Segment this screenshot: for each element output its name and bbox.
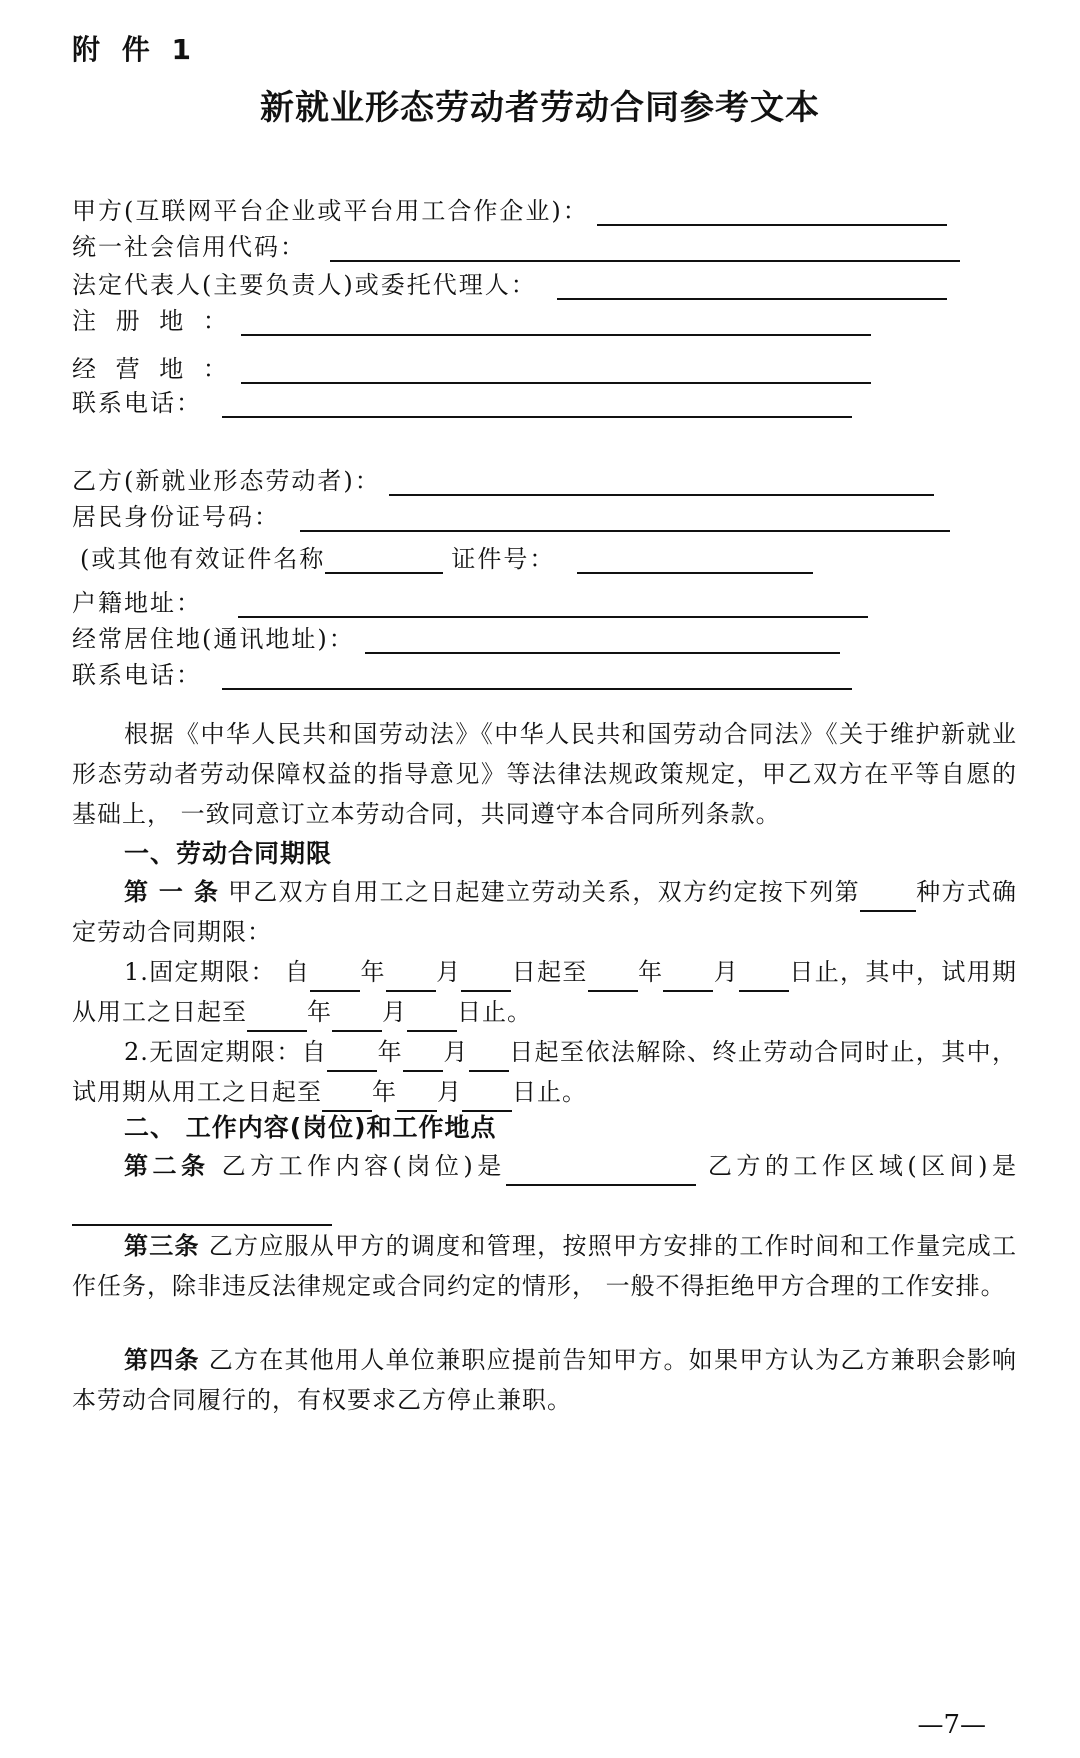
end-label: 日止。	[457, 998, 532, 1026]
article-3-title: 第三条	[124, 1232, 200, 1260]
month-label: 月	[435, 958, 462, 986]
party-a-phone-label: 联系电话：	[72, 389, 202, 417]
other-id-number-field[interactable]	[577, 546, 813, 574]
id-number-field[interactable]	[300, 504, 950, 532]
article-3-text: 乙方应服从甲方的调度和管理，按照甲方安排的工作时间和工作量完成工作任务，除非违反法律规定或合同约定的情形， 一般不得拒绝甲方合理的工作安排。	[72, 1232, 1017, 1300]
business-address-label: 经 营 地 ：	[72, 355, 233, 383]
residence-field[interactable]	[365, 626, 840, 654]
party-b-name-field[interactable]	[389, 468, 934, 496]
annex-label: 附 件 1	[72, 33, 197, 66]
article-4-text: 乙方在其他用人单位兼职应提前告知甲方。如果甲方认为乙方兼职会影响本劳动合同履行的，有权要求乙方停止兼职。	[72, 1346, 1017, 1414]
article-1-text-b: 种方式确定劳动合同期限：	[72, 878, 1017, 946]
article-2-title: 第二条	[124, 1152, 210, 1180]
article-4-paragraph	[72, 1340, 1017, 1420]
party-b-phone-label: 联系电话：	[72, 661, 202, 689]
article-1-title: 第 一 条	[124, 878, 220, 906]
end-day-blank[interactable]	[739, 968, 789, 992]
party-a-phone-field[interactable]	[222, 390, 852, 418]
residence-row	[72, 618, 840, 654]
probation-year-blank[interactable]	[247, 1008, 307, 1032]
month-label: 月	[443, 1038, 469, 1066]
id-number-label: 居民身份证号码：	[72, 503, 280, 531]
month-label: 月	[713, 958, 740, 986]
year-label: 年	[360, 958, 386, 986]
start-month-blank[interactable]	[386, 968, 436, 992]
month-label: 月	[437, 1078, 462, 1106]
year-label: 年	[307, 998, 332, 1026]
work-area-blank[interactable]	[72, 1202, 332, 1226]
preamble-paragraph: 根据《中华人民共和国劳动法》《中华人民共和国劳动合同法》《关于维护新就业形态劳动者劳动保障权益的指导意见》等法律法规政策规定，甲乙双方在平等自愿的基础上， 一致同意订立本劳动合同，共同遵守本合同所列条款。	[72, 720, 1017, 828]
residence-label: 经常居住地(通讯地址)：	[72, 625, 355, 653]
party-a-phone-row	[72, 382, 852, 418]
start-day-blank[interactable]	[461, 968, 511, 992]
party-b-phone-field[interactable]	[222, 662, 852, 690]
article-1-paragraph	[72, 872, 1017, 952]
year-label: 年	[637, 958, 664, 986]
open-term-label: 2.无固定期限：自	[124, 1038, 328, 1066]
registered-address-row	[72, 300, 871, 336]
business-address-field[interactable]	[241, 356, 871, 384]
household-address-label: 户籍地址：	[72, 589, 202, 617]
party-b-name-row	[72, 460, 934, 496]
representative-label: 法定代表人(主要负责人)或委托代理人：	[72, 271, 537, 299]
representative-row	[72, 264, 947, 300]
probation-day-blank[interactable]	[407, 1008, 457, 1032]
page-number: —7—	[917, 1710, 986, 1740]
open-start-day-blank[interactable]	[469, 1048, 509, 1072]
month-label: 月	[382, 998, 407, 1026]
probation-label: 日止，其中，试用期从用工之日起至	[72, 958, 1018, 1026]
registered-address-label: 注 册 地 ：	[72, 307, 233, 335]
party-a-name-field[interactable]	[597, 198, 947, 226]
fixed-term-label: 1.固定期限： 自	[124, 958, 311, 986]
representative-field[interactable]	[557, 272, 947, 300]
open-term-middle-text: 日起至依法解除、终止劳动合同时止，其中，试用期从用工之日起至	[72, 1038, 1018, 1106]
start-year-blank[interactable]	[310, 968, 360, 992]
registered-address-field[interactable]	[241, 308, 871, 336]
document-title: 新就业形态劳动者劳动合同参考文本	[260, 88, 820, 128]
open-start-month-blank[interactable]	[403, 1048, 443, 1072]
open-start-year-blank[interactable]	[327, 1048, 377, 1072]
household-address-row	[72, 582, 868, 618]
business-address-row	[72, 348, 871, 384]
year-label: 年	[377, 1038, 403, 1066]
other-id-name-label: (或其他有效证件名称	[80, 545, 326, 573]
article-4-title: 第四条	[124, 1346, 200, 1374]
article-2-text-a: 乙方工作内容(岗位)是	[209, 1152, 506, 1180]
end-month-blank[interactable]	[663, 968, 713, 992]
article-1-text-a: 甲乙双方自用工之日起建立劳动关系，双方约定按下列第	[219, 878, 860, 906]
id-number-row	[72, 496, 950, 532]
open-term-paragraph	[72, 1032, 1017, 1112]
party-a-name-label: 甲方(互联网平台企业或平台用工合作企业)：	[72, 197, 589, 225]
from-label: 日起至	[511, 958, 588, 986]
household-address-field[interactable]	[238, 590, 868, 618]
term-type-blank[interactable]	[860, 888, 916, 912]
article-2-text-b: 乙方的工作区域(区间)是	[695, 1152, 1018, 1180]
party-a-name-row	[72, 190, 947, 226]
other-id-row	[80, 538, 813, 574]
party-b-name-label: 乙方(新就业形态劳动者)：	[72, 467, 381, 495]
article-2-paragraph	[72, 1146, 1017, 1226]
section-1-heading: 一、劳动合同期限	[124, 839, 333, 868]
fixed-term-paragraph	[72, 952, 1017, 1032]
year-label: 年	[372, 1078, 397, 1106]
credit-code-label: 统一社会信用代码：	[72, 233, 306, 261]
credit-code-row	[72, 226, 960, 262]
probation-month-blank[interactable]	[332, 1008, 382, 1032]
credit-code-field[interactable]	[330, 234, 960, 262]
other-id-number-label: 证件号：	[451, 545, 556, 573]
end-year-blank[interactable]	[588, 968, 638, 992]
other-id-name-field[interactable]	[325, 546, 443, 574]
section-2-heading: 二、 工作内容(岗位)和工作地点	[124, 1113, 497, 1142]
party-b-phone-row	[72, 654, 852, 690]
article-3-paragraph	[72, 1226, 1017, 1306]
end-label: 日止。	[512, 1078, 587, 1106]
job-content-blank[interactable]	[506, 1162, 696, 1186]
